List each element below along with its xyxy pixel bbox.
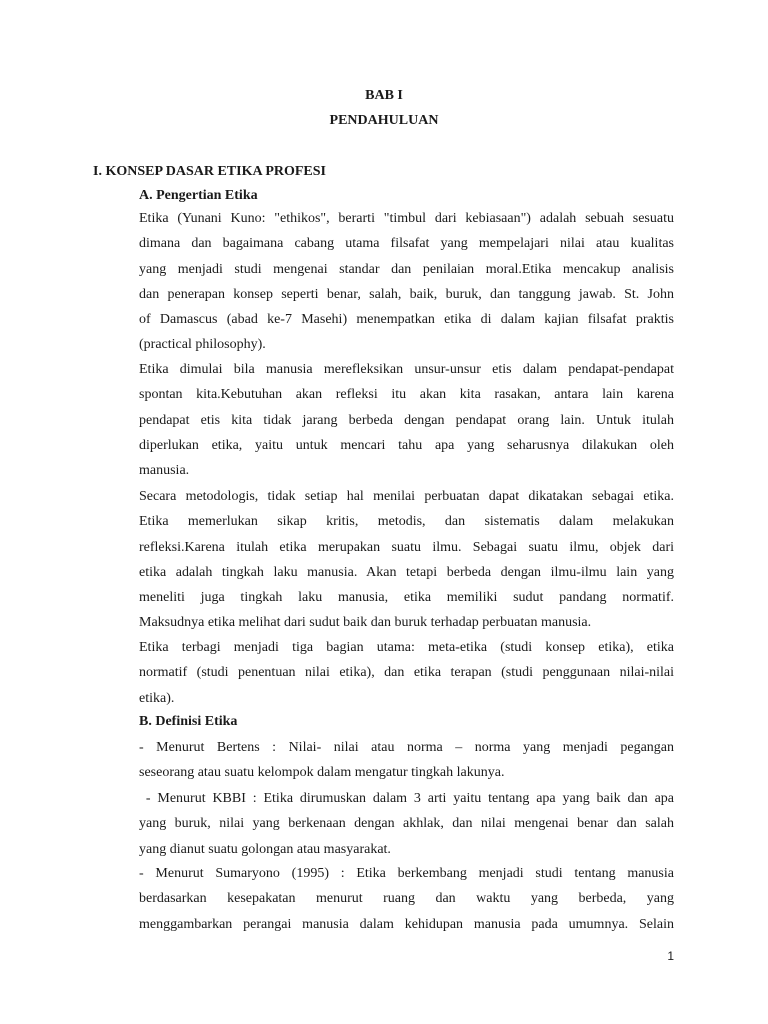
paragraph-line: yang menjadi studi mengenai standar dan penilaian moral.Etika mencakup analisis bbox=[139, 261, 674, 277]
paragraph-line: Secara metodologis, tidak setiap hal menilai perbuatan dapat dikatakan sebagai etika. bbox=[139, 489, 674, 504]
paragraph-line: Etika memerlukan sikap kritis, metodis, dan sistematis dalam melakukan bbox=[139, 514, 674, 530]
paragraph-line: Etika dimulai bila manusia merefleksikan unsur-unsur etis dalam pendapat-pendapat bbox=[139, 362, 674, 377]
paragraph-line: etika adalah tingkah laku manusia. Akan tetapi berbeda dengan ilmu-ilmu lain yang bbox=[139, 564, 674, 580]
definition-kbbi bbox=[139, 786, 674, 862]
paragraph-line: (practical philosophy). bbox=[139, 337, 266, 353]
paragraph-line: dimana dan bagaimana cabang utama filsafat yang mempelajari nilai atau kualitas bbox=[139, 236, 674, 252]
paragraph-line: dan penerapan konsep seperti benar, salah, baik, buruk, dan tanggung jawab. St. John bbox=[139, 286, 674, 302]
paragraph-line: yang dianut suatu golongan atau masyarakat. bbox=[139, 841, 391, 857]
paragraph-pengertian-4 bbox=[139, 635, 674, 711]
paragraph-line: Etika terbagi menjadi tiga bagian utama: meta-etika (studi konsep etika), etika bbox=[139, 640, 674, 655]
paragraph-pengertian-2 bbox=[139, 357, 674, 483]
paragraph-line: Maksudnya etika melihat dari sudut baik dan buruk terhadap perbuatan manusia. bbox=[139, 615, 592, 631]
paragraph-line: manusia. bbox=[139, 463, 190, 479]
chapter-subtitle: PENDAHULUAN bbox=[329, 113, 439, 128]
paragraph-line: of Damascus (abad ke-7 Masehi) menempatkan etika di dalam kajian filsafat praktis bbox=[139, 312, 674, 328]
paragraph-line: - Menurut Bertens : Nilai- nilai atau norma – norma yang menjadi pegangan bbox=[139, 740, 674, 755]
paragraph-line: yang buruk, nilai yang berkenaan dengan akhlak, dan nilai mengenai benar dan salah bbox=[139, 816, 674, 832]
paragraph-line: spontan kita.Kebutuhan akan refleksi itu akan kita rasakan, antara lain karena bbox=[139, 387, 674, 403]
paragraph-line: - Menurut KBBI : Etika dirumuskan dalam 3 arti yaitu tentang apa yang baik dan apa bbox=[139, 791, 674, 806]
paragraph-line: etika). bbox=[139, 690, 175, 706]
page-number: 1 bbox=[667, 949, 674, 963]
paragraph-line: diperlukan etika, yaitu untuk mencari tahu apa yang seharusnya dilakukan oleh bbox=[139, 437, 674, 453]
section-heading: I. KONSEP DASAR ETIKA PROFESI bbox=[93, 164, 326, 179]
paragraph-line: berdasarkan kesepakatan menurut ruang dan waktu yang berbeda, yang bbox=[139, 891, 674, 907]
paragraph-line: Etika (Yunani Kuno: "ethikos", berarti "timbul dari kebiasaan") adalah sebuah sesuatu bbox=[139, 211, 674, 226]
paragraph-line: refleksi.Karena itulah etika merupakan suatu ilmu. Sebagai suatu ilmu, objek dari bbox=[139, 539, 674, 555]
paragraph-line: meneliti juga tingkah laku manusia, etika memiliki sudut pandang normatif. bbox=[139, 590, 674, 606]
paragraph-line: pendapat etis kita tidak jarang berbeda dengan pendapat orang lain. Untuk itulah bbox=[139, 412, 674, 428]
paragraph-line: normatif (studi penentuan nilai etika), dan etika terapan (studi penggunaan nilai-nilai bbox=[139, 665, 674, 681]
chapter-title: BAB I bbox=[365, 88, 403, 103]
paragraph-line: menggambarkan perangai manusia dalam kehidupan manusia pada umumnya. Selain bbox=[139, 916, 674, 932]
paragraph-line: seseorang atau suatu kelompok dalam mengatur tingkah lakunya. bbox=[139, 765, 505, 781]
paragraph-pengertian-3 bbox=[139, 484, 674, 636]
paragraph-line: - Menurut Sumaryono (1995) : Etika berkembang menjadi studi tentang manusia bbox=[139, 866, 674, 881]
paragraph-pengertian-1 bbox=[139, 206, 674, 358]
subsection-heading-a: A. Pengertian Etika bbox=[139, 188, 258, 203]
subsection-heading-b: B. Definisi Etika bbox=[139, 714, 238, 729]
definition-sumaryono bbox=[139, 861, 674, 937]
definition-bertens bbox=[139, 735, 674, 786]
